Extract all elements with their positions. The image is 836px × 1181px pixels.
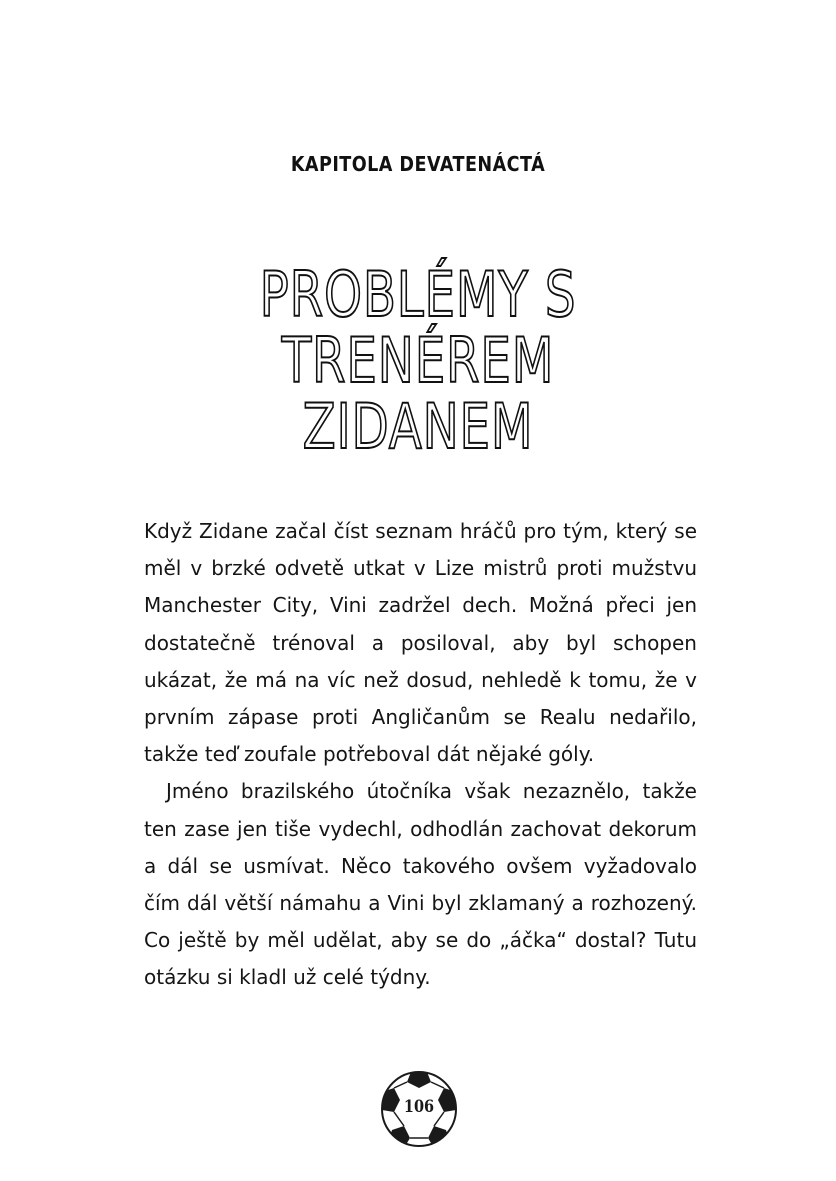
paragraph-2: Jméno brazilského útočníka však nezaznělo, takže ten zase jen tiše vydechl, odhodlán zachovat dekorum a dál se usmívat. Něco takového ovšem vyžadovalo čím dál větší námahu a Vini byl zklamaný a rozhozený. Co ještě by měl udělat, aby se do „áčka“ dostal? Tutu otázku si kladl už celé týdny. — [144, 779, 697, 990]
page-number-badge — [380, 1070, 458, 1148]
chapter-title-line-2: ZIDANEM — [302, 390, 534, 463]
paragraph-1: Když Zidane začal číst seznam hráčů pro tým, který se měl v brzké odvetě utkat v Lize mistrů proti mužstvu Manchester City, Vini zadržel dech. Možná přeci jen dostatečně trénoval a posiloval, aby byl schopen ukázat, že má na víc než dosud, nehledě k tomu, že v prvním zápase proti Angličanům se Realu nedařilo, takže teď zoufale potřeboval dát nějaké góly. — [144, 519, 697, 767]
page-number: 106 — [403, 1097, 435, 1117]
chapter-title-line-1: PROBLÉMY S TRENÉREM — [259, 258, 577, 397]
chapter-label: KAPITOLA DEVATENÁCTÁ — [290, 152, 546, 176]
chapter-title — [123, 258, 713, 463]
chapter-body — [144, 513, 697, 997]
